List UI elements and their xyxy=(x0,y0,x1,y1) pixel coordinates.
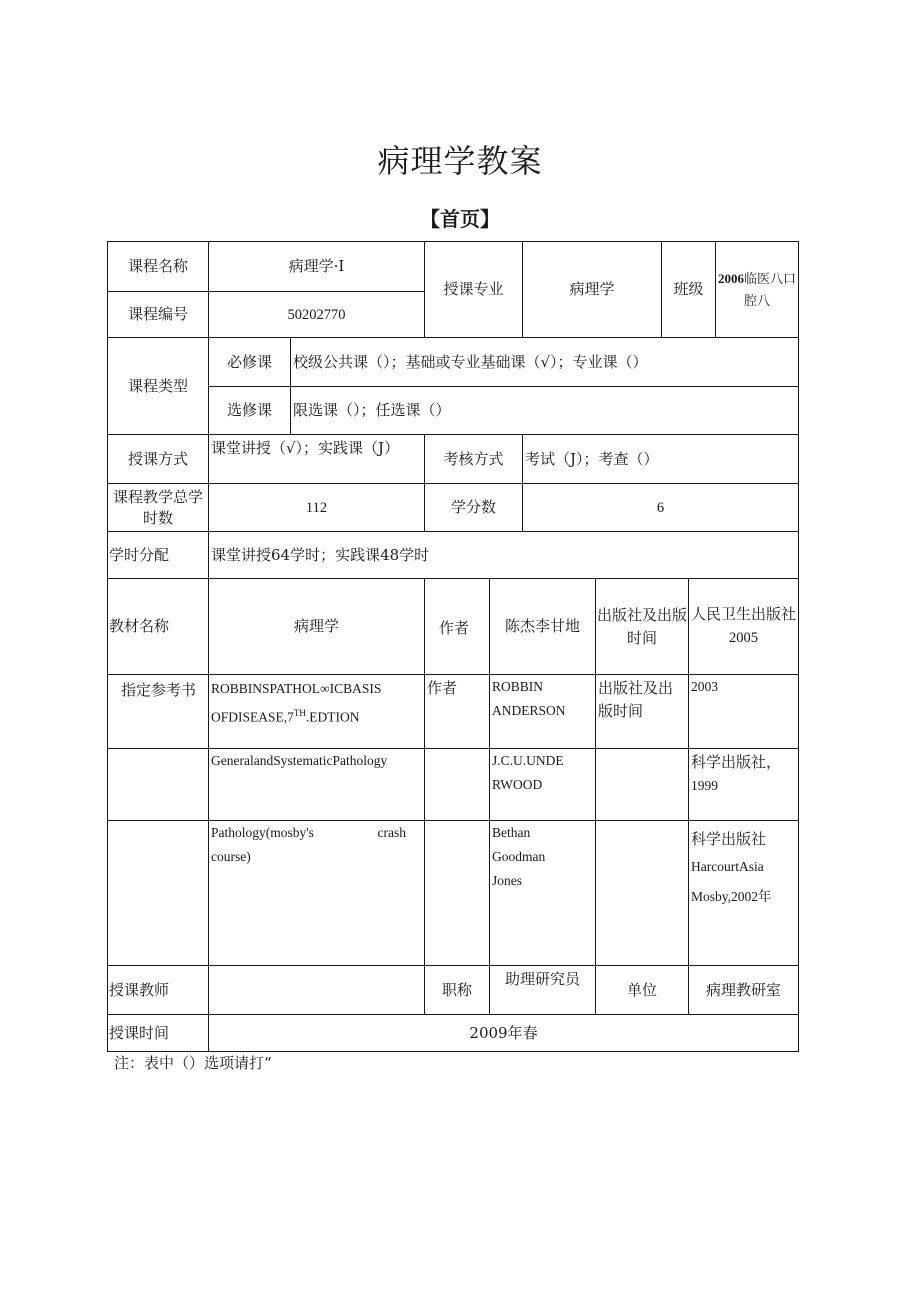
major-label: 授课专业 xyxy=(424,241,523,338)
reference-publisher-label: 出版社及出版时间 xyxy=(595,674,689,749)
textbook-publisher-name: 人民卫生出版社 xyxy=(690,605,796,623)
class-value-line1-text: 临医八口 xyxy=(743,271,796,287)
reference-2-publisher: 科学出版社， 1999 xyxy=(688,748,799,821)
method-value: 课堂讲授（√）；实践课（J） xyxy=(208,434,425,484)
reference-1-publisher: 2003 xyxy=(688,674,799,749)
hours-distribution-label: 学时分配 xyxy=(107,531,209,579)
reference-3-author-label-empty xyxy=(424,820,490,966)
document-title: 病理学教案 xyxy=(377,142,543,180)
assessment-value: 考试（J）；考查（） xyxy=(522,434,799,484)
elective-label: 选修课 xyxy=(208,386,291,435)
method-label: 授课方式 xyxy=(107,434,209,484)
instructor-name xyxy=(208,965,425,1015)
textbook-publisher xyxy=(688,578,799,675)
references-label: 指定参考书 xyxy=(107,674,209,749)
reference-1-title-line2: OFDISEASE,7TH.EDTION xyxy=(211,708,360,725)
assessment-label: 考核方式 xyxy=(424,434,523,484)
elective-value: 限选课（）；任选课（） xyxy=(290,386,799,435)
major-value: 病理学 xyxy=(522,241,662,338)
instructor-title-label: 职称 xyxy=(424,965,490,1015)
hours-distribution-value: 课堂讲授64学时；实践课48学时 xyxy=(208,531,799,579)
required-value: 校级公共课（）；基础或专业基础课（√）；专业课（） xyxy=(290,337,799,387)
reference-3-publisher: 科学出版社 HarcourtAsia Mosby,2002年 xyxy=(688,820,799,966)
textbook-name: 病理学 xyxy=(208,578,425,675)
class-value-line2: 腔八 xyxy=(743,293,770,309)
reference-author-label: 作者 xyxy=(424,674,490,749)
textbook-publisher-label: 出版社及出版时间 xyxy=(595,578,689,675)
course-code-value: 50202770 xyxy=(208,291,425,338)
credits-label: 学分数 xyxy=(424,483,523,532)
required-label: 必修课 xyxy=(208,337,291,387)
credits-value: 6 xyxy=(522,483,799,532)
reference-2-publisher-label-empty xyxy=(595,748,689,821)
footnote: 注：表中（）选项请打“ xyxy=(114,1054,272,1072)
instructor-unit-label: 单位 xyxy=(595,965,689,1015)
course-name-value: 病理学·I xyxy=(208,241,425,292)
reference-2-label-empty xyxy=(107,748,209,821)
course-type-label: 课程类型 xyxy=(107,337,209,435)
reference-3-title xyxy=(208,820,425,966)
reference-1-title-line1: ROBBINSPATHOL∞ICBASIS xyxy=(211,681,382,696)
reference-2-author: J.C.U.UNDE RWOOD xyxy=(489,748,596,821)
instructor-label: 授课教师 xyxy=(107,965,209,1015)
reference-3-author: Bethan Goodman Jones xyxy=(489,820,596,966)
reference-3-label-empty xyxy=(107,820,209,966)
textbook-author: 陈杰李甘地 xyxy=(489,578,596,675)
class-label: 班级 xyxy=(661,241,716,338)
textbook-label: 教材名称 xyxy=(107,578,209,675)
schedule-value: 2009年春 xyxy=(208,1014,799,1052)
reference-3-title-line2: course) xyxy=(211,849,251,864)
course-name-label: 课程名称 xyxy=(107,241,209,292)
total-hours-label: 课程教学总学时数 xyxy=(107,483,209,532)
instructor-unit-value: 病理教研室 xyxy=(688,965,799,1015)
reference-2-author-label-empty xyxy=(424,748,490,821)
class-value: 2006临医八口 腔八 xyxy=(715,241,799,338)
reference-3-title-line1: Pathology(mosby's crash xyxy=(211,825,406,840)
reference-3-publisher-label-empty xyxy=(595,820,689,966)
instructor-title-value: 助理研究员 xyxy=(489,965,596,1015)
course-code-label: 课程编号 xyxy=(107,291,209,338)
textbook-publisher-year: 2005 xyxy=(729,630,758,646)
reference-1-author: ROBBIN ANDERSON xyxy=(489,674,596,749)
textbook-author-label: 作者 xyxy=(424,578,490,675)
reference-2-title: GeneralandSystematicPathology xyxy=(208,748,425,821)
schedule-label: 授课时间 xyxy=(107,1014,209,1052)
reference-1-title xyxy=(208,674,425,749)
page-label: 【首页】 xyxy=(420,207,500,231)
total-hours-value: 112 xyxy=(208,483,425,532)
